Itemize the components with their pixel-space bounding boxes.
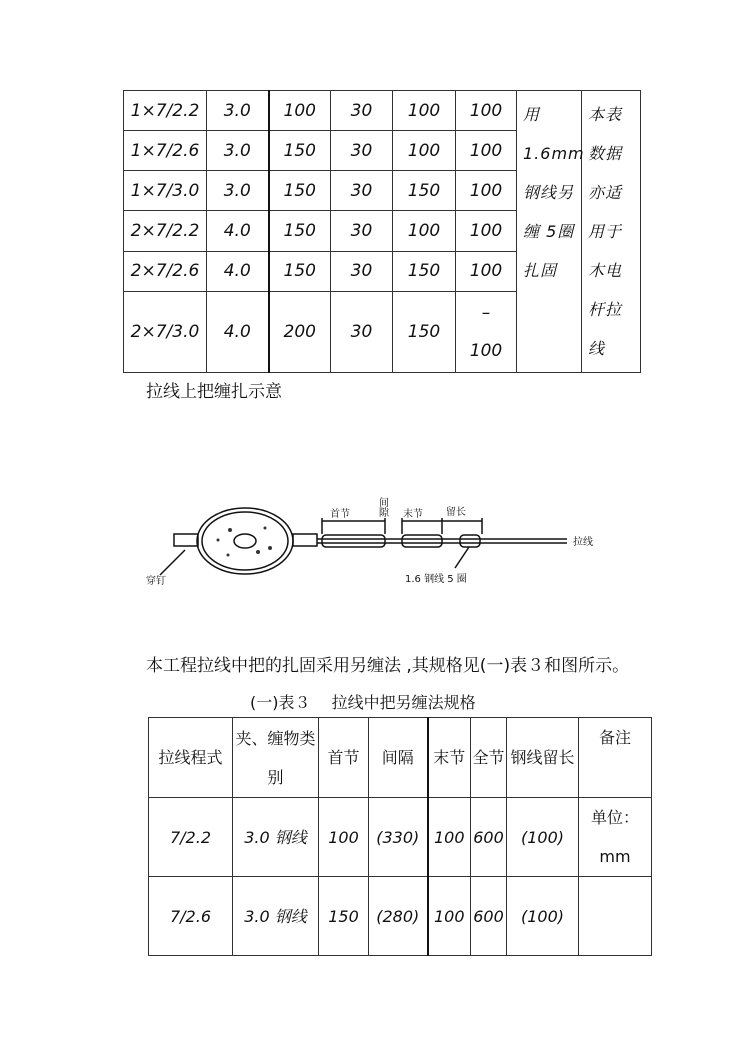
label-guy: 拉线: [573, 537, 593, 548]
cell: 100: [428, 877, 471, 956]
cell: 150: [269, 211, 331, 251]
cell: 100: [393, 91, 456, 131]
cell: 150: [269, 131, 331, 171]
empty-cell: [579, 877, 652, 956]
header-row: [149, 718, 652, 798]
cell: 3.0: [207, 91, 269, 131]
cell: 7/2.2: [149, 798, 233, 877]
header-cell: 备注: [579, 718, 652, 798]
cell: 4.0: [207, 211, 269, 251]
cell: 100: [456, 251, 517, 291]
cell: 150: [393, 171, 456, 211]
cell: 1×7/3.0: [124, 171, 207, 211]
cell: 100: [269, 91, 331, 131]
paragraph: 本工程拉线中把的扎固采用另缠法 ,其规格见(一)表３和图所示。: [146, 656, 630, 676]
label-bolt: 穿钉: [146, 576, 166, 587]
cell: 3.0 钢线: [233, 877, 319, 956]
cell: 2×7/3.0: [124, 291, 207, 372]
pole-core: [234, 534, 256, 548]
header-cell: 首节: [319, 718, 369, 798]
mid-binding-spec-table: [148, 717, 652, 956]
cell: 2×7/2.2: [124, 211, 207, 251]
cell: 30: [331, 91, 393, 131]
cell: 100: [319, 798, 369, 877]
cell: 150: [393, 251, 456, 291]
table-row: [149, 798, 652, 877]
header-cell: 夹、缠物类别: [233, 718, 319, 798]
cell: 30: [331, 251, 393, 291]
remark-cell: 单位：mm: [579, 798, 652, 877]
cell: 3.0: [207, 131, 269, 171]
remain-wrap: [460, 535, 480, 547]
cell: 3.0 钢线: [233, 798, 319, 877]
cell: 30: [331, 131, 393, 171]
cell: 100: [456, 131, 517, 171]
cell: – 100: [456, 291, 517, 372]
cell: (330): [369, 798, 428, 877]
cell: (280): [369, 877, 428, 956]
cell: 30: [331, 171, 393, 211]
cell: 100: [456, 171, 517, 211]
cell: 150: [393, 291, 456, 372]
cell: 100: [393, 211, 456, 251]
header-cell: 拉线程式: [149, 718, 233, 798]
header-cell: 全节: [471, 718, 507, 798]
table-row: [149, 877, 652, 956]
cell: 3.0: [207, 171, 269, 211]
label-gap: 间隙: [376, 497, 388, 517]
label-remain: 留长: [446, 507, 466, 518]
cell: 1×7/2.2: [124, 91, 207, 131]
cell: 7/2.6: [149, 877, 233, 956]
cell: 4.0: [207, 291, 269, 372]
cell: 100: [456, 91, 517, 131]
cell: 30: [331, 211, 393, 251]
figure-caption: 拉线上把缠扎示意: [146, 382, 282, 402]
cell: 150: [269, 251, 331, 291]
note-cell-wire: 用 1.6mm钢线另 缠 5圈扎固: [517, 91, 582, 373]
cell: 100: [393, 131, 456, 171]
label-last-section: 末节: [403, 509, 423, 520]
cell: 4.0: [207, 251, 269, 291]
header-cell: 末节: [428, 718, 471, 798]
cell: 600: [471, 877, 507, 956]
cell: 100: [456, 211, 517, 251]
cell: 1×7/2.6: [124, 131, 207, 171]
cell: 150: [269, 171, 331, 211]
first-wrap: [322, 535, 385, 547]
bolt-right: [293, 534, 317, 546]
cell: 2×7/2.6: [124, 251, 207, 291]
header-cell: 间隔: [369, 718, 428, 798]
header-cell: 钢线留长: [507, 718, 579, 798]
last-wrap: [402, 535, 442, 547]
label-wire: 1.6 钢线 5 圈: [405, 574, 467, 585]
pole-section: [202, 512, 288, 570]
pole-clamp-outer: [197, 508, 293, 574]
bolt-left: [174, 534, 198, 546]
note-cell-applicability: 本表数据亦适用于木电杆拉线: [582, 91, 641, 373]
table-title: (一)表３ 拉线中把另缠法规格: [250, 693, 476, 712]
cell: 100: [428, 798, 471, 877]
cell: 200: [269, 291, 331, 372]
cell: (100): [507, 877, 579, 956]
cell: 600: [471, 798, 507, 877]
label-first-section: 首节: [330, 509, 350, 520]
cell: (100): [507, 798, 579, 877]
cell: 30: [331, 291, 393, 372]
cell: 150: [319, 877, 369, 956]
